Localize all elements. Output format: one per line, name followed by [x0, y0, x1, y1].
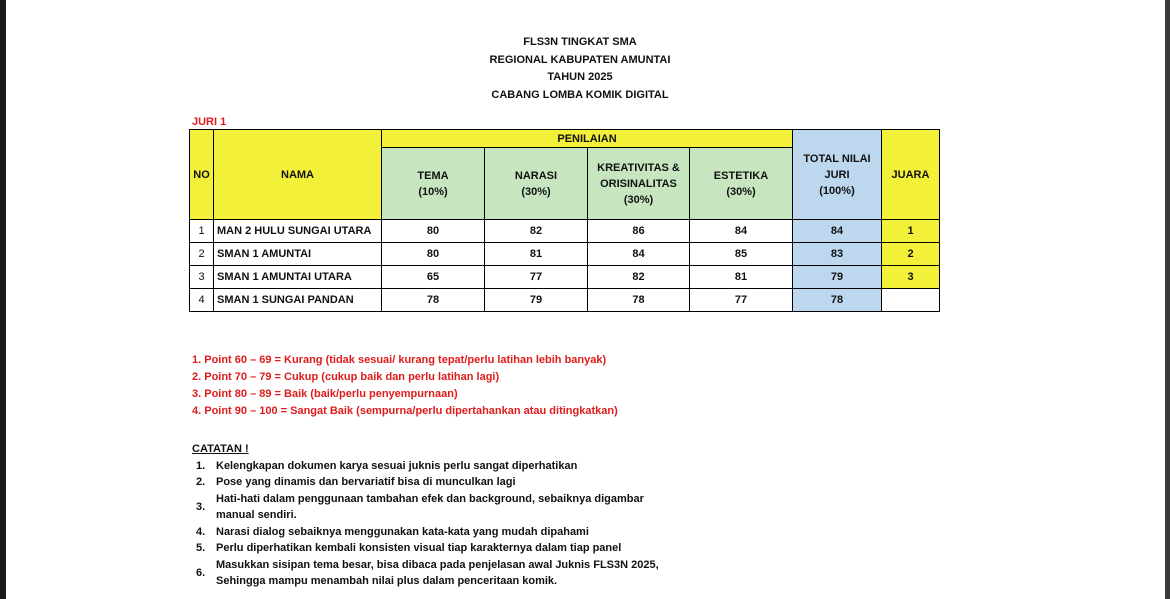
cell-nama: SMAN 1 SUNGAI PANDAN: [214, 289, 382, 312]
header-line-1: FLS3N TINGKAT SMA: [523, 36, 637, 48]
legend-item: 2. Point 70 – 79 = Cukup (cukup baik dan perlu latihan lagi): [192, 371, 500, 383]
cell-no: 3: [190, 266, 214, 289]
note-text: [216, 557, 659, 589]
note-text-line: manual sendiri.: [216, 509, 297, 521]
cell-estetika: 81: [690, 266, 793, 289]
cell-narasi: 82: [485, 220, 588, 243]
criteria-name: ESTETIKA: [713, 169, 769, 182]
cell-nama: SMAN 1 AMUNTAI UTARA: [214, 266, 382, 289]
cell-estetika: 84: [690, 220, 793, 243]
cell-total: 84: [793, 220, 882, 243]
cell-nama: SMAN 1 AMUNTAI: [214, 243, 382, 266]
note-text: Perlu diperhatikan kembali konsisten visual tiap karakternya dalam tiap panel: [216, 542, 622, 554]
note-number: 2.: [196, 476, 206, 488]
cell-no: 2: [190, 243, 214, 266]
cell-total: 83: [793, 243, 882, 266]
note-item: [196, 490, 659, 524]
cell-total: 79: [793, 266, 882, 289]
criteria-tema: [382, 148, 485, 220]
total-label: TOTAL NILAI JURI: [803, 152, 871, 181]
note-number: 4.: [196, 526, 206, 538]
note-item: [196, 458, 659, 474]
score-table: [189, 129, 940, 312]
cell-narasi: 81: [485, 243, 588, 266]
note-item: [196, 474, 659, 490]
cell-narasi: 77: [485, 266, 588, 289]
table-row: [190, 266, 940, 289]
col-header-nama: NAMA: [214, 130, 382, 220]
note-text-line: Masukkan sisipan tema besar, bisa dibaca pada penjelasan awal Juknis FLS3N 2025,: [216, 559, 659, 571]
cell-no: 1: [190, 220, 214, 243]
note-text: Kelengkapan dokumen karya sesuai juknis perlu sangat diperhatikan: [216, 460, 578, 472]
notes-list: [196, 458, 659, 590]
cell-estetika: 85: [690, 243, 793, 266]
cell-kreativitas: 82: [588, 266, 690, 289]
table-row: [190, 243, 940, 266]
criteria-estetika: [690, 148, 793, 220]
col-header-juara: JUARA: [882, 130, 940, 220]
cell-narasi: 79: [485, 289, 588, 312]
table-row: [190, 289, 940, 312]
criteria-name: TEMA: [417, 169, 449, 182]
cell-tema: 80: [382, 243, 485, 266]
note-item: [196, 540, 659, 556]
criteria-weight: (30%): [726, 185, 756, 198]
juri-label: JURI 1: [192, 116, 227, 128]
cell-kreativitas: 78: [588, 289, 690, 312]
header-line-2: REGIONAL KABUPATEN AMUNTAI: [489, 53, 671, 66]
total-weight: (100%): [819, 184, 855, 197]
criteria-weight: (30%): [521, 185, 551, 198]
note-number: 3.: [196, 501, 206, 513]
table-row: [190, 220, 940, 243]
note-text: Pose yang dinamis dan bervariatif bisa di munculkan lagi: [216, 476, 516, 488]
note-number: 5.: [196, 542, 206, 554]
note-text: Narasi dialog sebaiknya menggunakan kata-kata yang mudah dipahami: [216, 526, 589, 538]
header-line-4: CABANG LOMBA KOMIK DIGITAL: [491, 88, 669, 101]
left-edge: [0, 0, 6, 599]
cell-juara: 2: [882, 243, 940, 266]
note-text-line: Hati-hati dalam penggunaan tambahan efek dan background, sebaiknya digambar: [216, 493, 644, 505]
col-header-penilaian: PENILAIAN: [382, 130, 793, 148]
note-text: [216, 491, 644, 523]
cell-total: 78: [793, 289, 882, 312]
note-item: [196, 556, 659, 590]
header-line-3: TAHUN 2025: [547, 71, 613, 83]
note-number: 6.: [196, 567, 206, 579]
legend-item: 3. Point 80 – 89 = Baik (baik/perlu penyempurnaan): [192, 388, 458, 400]
cell-tema: 80: [382, 220, 485, 243]
criteria-weight: (10%): [418, 185, 448, 198]
cell-juara: [882, 289, 940, 312]
cell-tema: 65: [382, 266, 485, 289]
cell-kreativitas: 86: [588, 220, 690, 243]
cell-nama: MAN 2 HULU SUNGAI UTARA: [214, 220, 382, 243]
criteria-kreativitas: [588, 148, 690, 220]
cell-estetika: 77: [690, 289, 793, 312]
catatan-title: CATATAN !: [192, 443, 249, 455]
cell-tema: 78: [382, 289, 485, 312]
note-text-line: Sehingga mampu menambah nilai plus dalam penceritaan komik.: [216, 575, 558, 587]
criteria-weight: (30%): [623, 193, 654, 206]
col-header-total: [793, 130, 882, 220]
note-item: [196, 524, 659, 540]
cell-no: 4: [190, 289, 214, 312]
cell-juara: 3: [882, 266, 940, 289]
criteria-name: NARASI: [514, 169, 558, 182]
legend-item: 1. Point 60 – 69 = Kurang (tidak sesuai/ kurang tepat/perlu latihan lebih banyak): [192, 354, 607, 366]
scoring-legend: [192, 352, 618, 420]
legend-item: 4. Point 90 – 100 = Sangat Baik (sempurna/perlu dipertahankan atau ditingkatkan): [192, 405, 618, 417]
cell-juara: 1: [882, 220, 940, 243]
right-edge: [1165, 0, 1170, 599]
note-number: 1.: [196, 460, 206, 472]
criteria-name: KREATIVITAS & ORISINALITAS: [597, 161, 680, 190]
col-header-no: NO: [190, 130, 214, 220]
cell-kreativitas: 84: [588, 243, 690, 266]
criteria-narasi: [485, 148, 588, 220]
document-header: [380, 34, 780, 104]
